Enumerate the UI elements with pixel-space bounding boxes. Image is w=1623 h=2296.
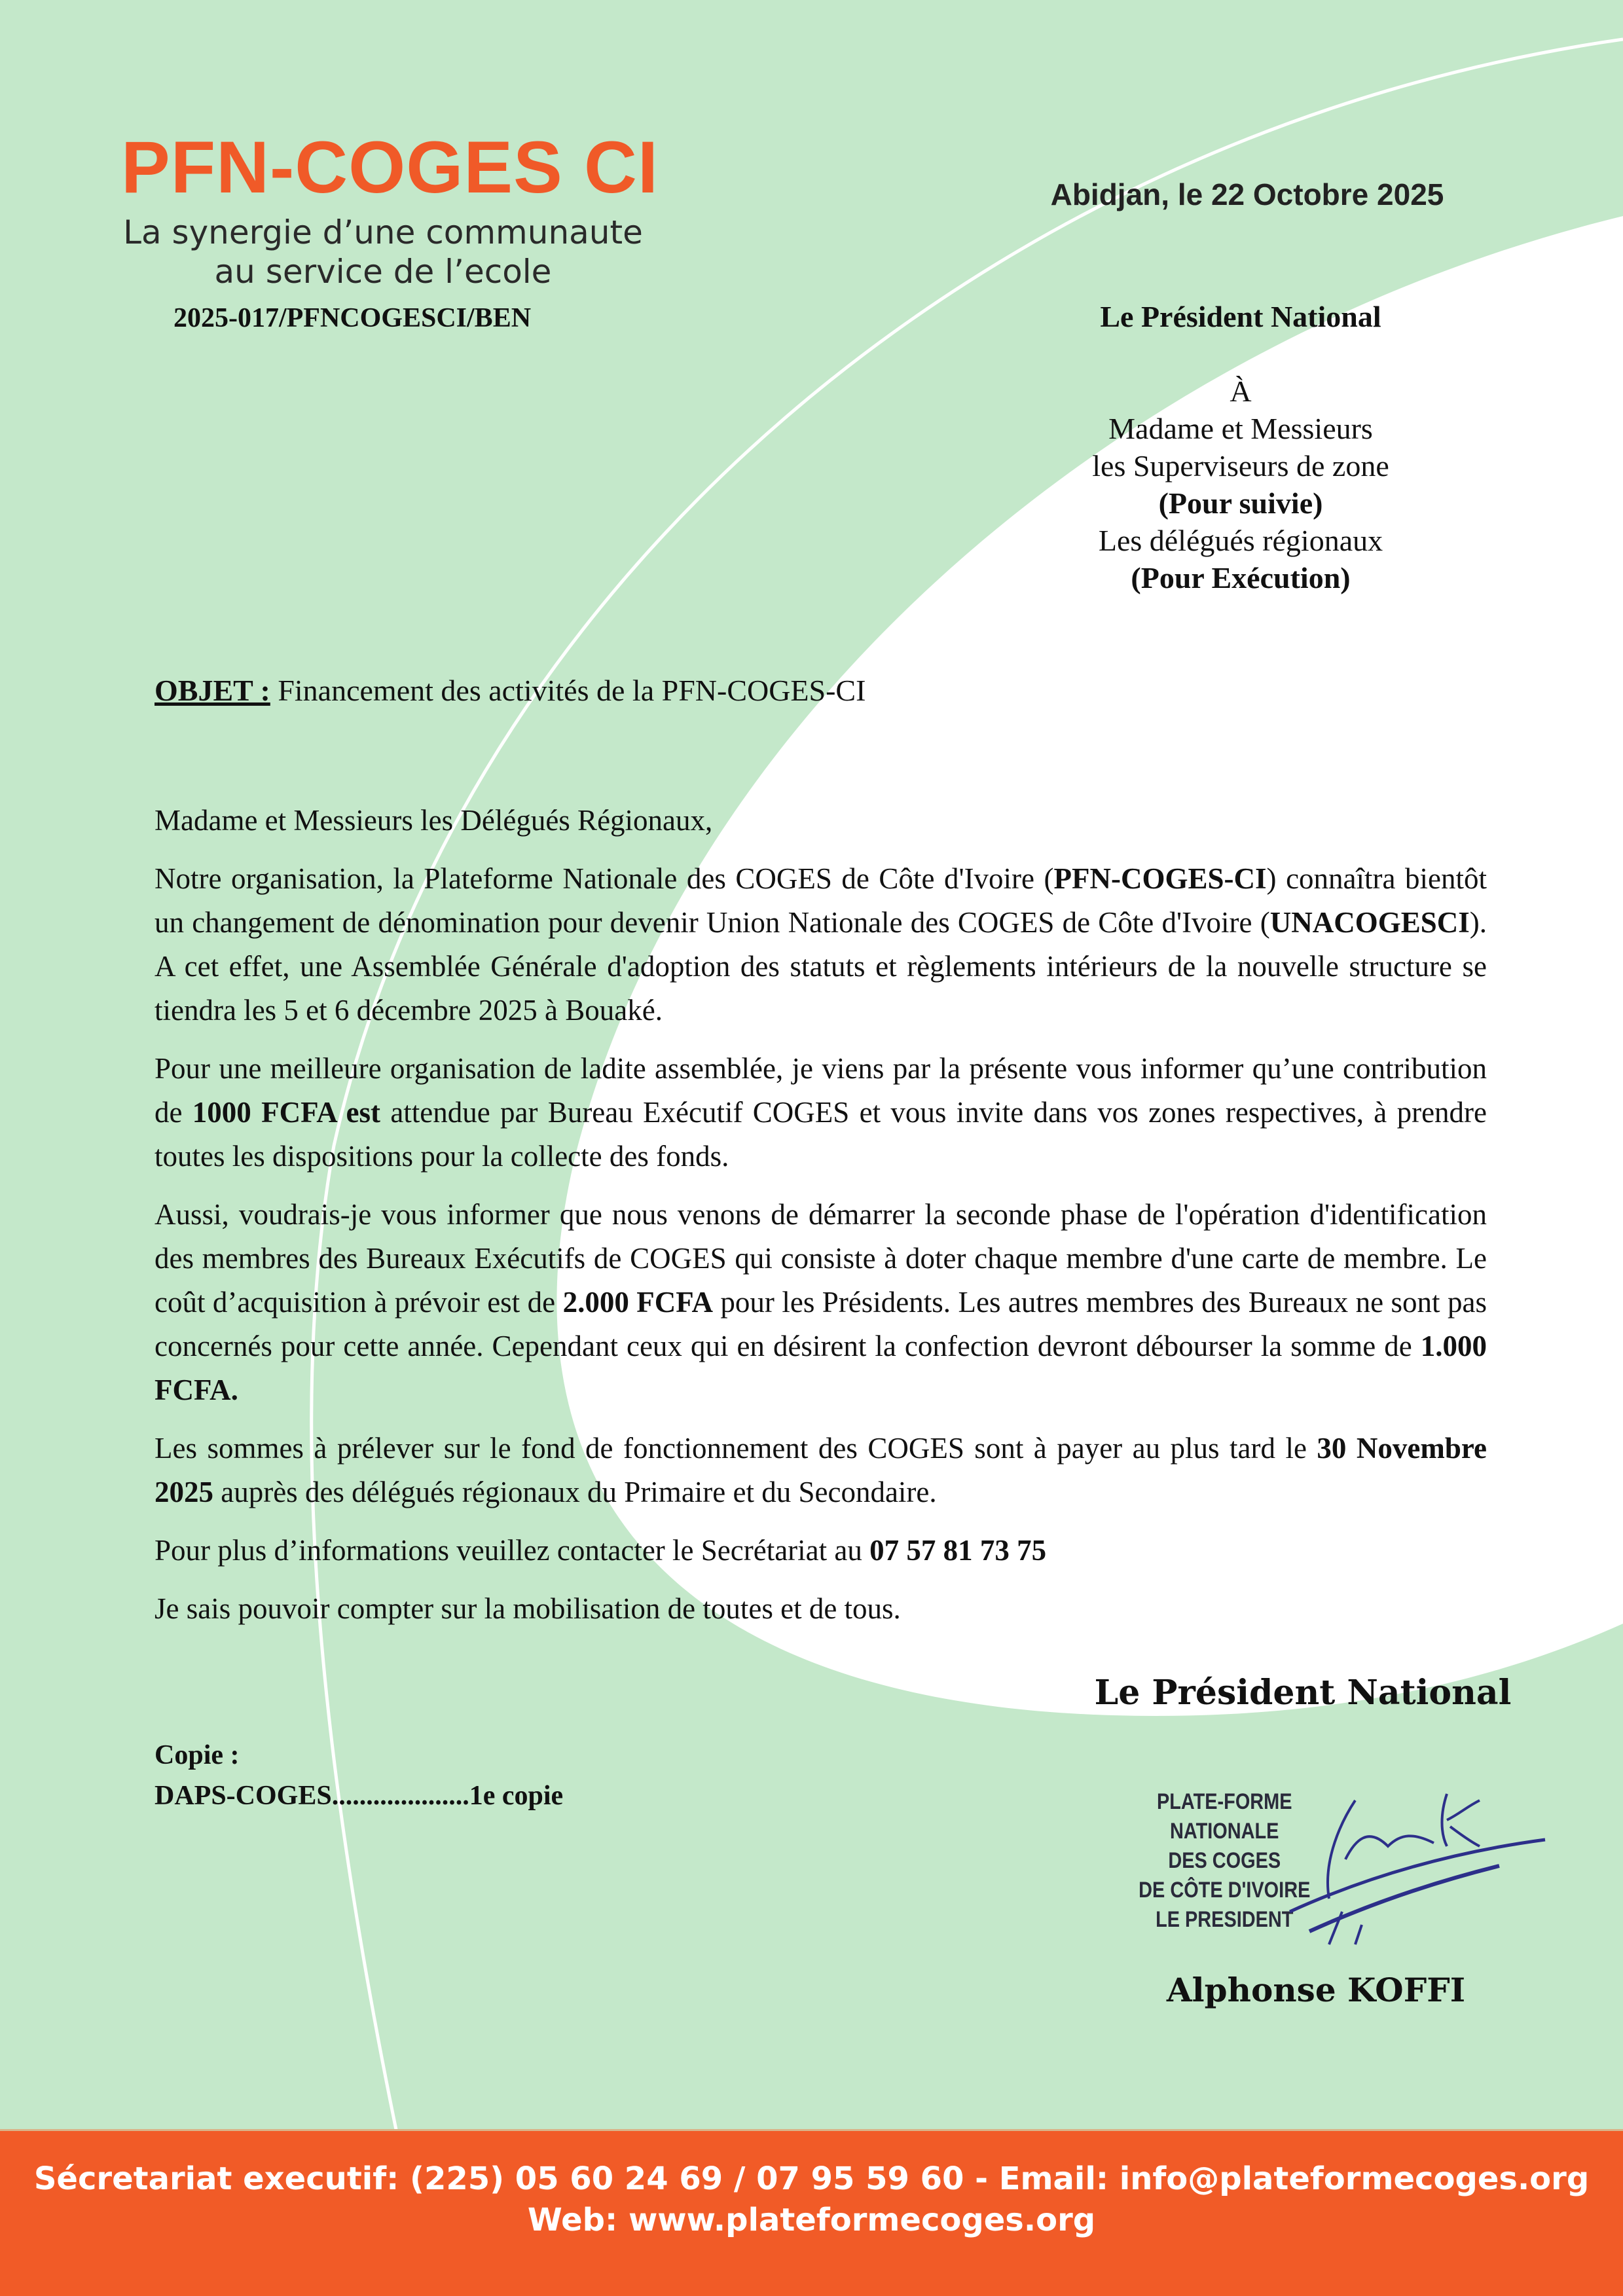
recipient-line-5: (Pour Exécution) xyxy=(1131,561,1351,594)
subject-line xyxy=(155,673,866,708)
footer-contact: Sécretariat executif: (225) 05 60 24 69 / 07 95 59 60 - Email: info@plateformecoges.org xyxy=(33,2160,1590,2197)
signature-title: Le Président National xyxy=(1094,1673,1512,1713)
recipient-line-3: (Pour suivie) xyxy=(1158,486,1323,520)
letter-date: Abidjan, le 22 Octobre 2025 xyxy=(1050,177,1444,211)
stamp-line-4: LE PRESIDENT xyxy=(1156,1907,1294,1932)
footer-bar xyxy=(0,2129,1623,2296)
footer-website: Web: www.plateformecoges.org xyxy=(527,2202,1096,2238)
p3-text-c: pour les Présidents. Les autres membres des Bureaux ne sont pas concernés pour cette année. Cependant ceux qui en désirent la confection devront débourser la somme de xyxy=(155,1286,1487,1362)
p1-text-e: ). A cet effet, une Assemblée Générale d'adoption des statuts et règlements intérieurs de la nouvelle structure se tiendra les 5 et 6 décembre 2025 à Bouaké. xyxy=(155,906,1487,1027)
subject-label: OBJET : xyxy=(155,674,270,707)
letter-body xyxy=(155,799,1487,1645)
p1-bold-d: UNACOGESCI xyxy=(1269,906,1470,939)
stamp-line-2: DES COGES xyxy=(1168,1848,1281,1873)
p2-bold-b: 1000 FCFA est xyxy=(192,1096,381,1129)
paragraph-6: Je sais pouvoir compter sur la mobilisation de toutes et de tous. xyxy=(155,1592,901,1625)
recipient-block xyxy=(1015,298,1467,596)
p1-text-c: ) connaîtra bientôt un changement de dénomination pour devenir Union Nationale des COGES de Côte d'Ivoire ( xyxy=(155,862,1487,939)
p5-bold-phone: 07 57 81 73 75 xyxy=(869,1534,1047,1567)
copy-list xyxy=(155,1735,563,1816)
recipient-line-2: les Superviseurs de zone xyxy=(1092,449,1389,483)
p4-text-c: auprès des délégués régionaux du Primaire et du Secondaire. xyxy=(213,1476,937,1508)
p3-bold-d: 1.000 FCFA. xyxy=(155,1330,1487,1406)
paragraph-3 xyxy=(155,1193,1487,1412)
p5-text-a: Pour plus d’informations veuillez contacter le Secrétariat au xyxy=(155,1534,870,1567)
p2-text-a: Pour une meilleure organisation de ladite assemblée, je viens par la présente vous informer qu’une contribution de xyxy=(155,1052,1487,1129)
paragraph-5 xyxy=(155,1529,1487,1573)
handwritten-signature-icon xyxy=(1283,1781,1558,1951)
logo-tagline xyxy=(121,213,645,291)
salutation: Madame et Messieurs les Délégués Régionaux, xyxy=(155,804,713,837)
tagline-line-1: La synergie d’une communaute xyxy=(123,213,643,251)
p2-text-c: attendue par Bureau Exécutif COGES et vous invite dans vos zones respectives, à prendre toutes les dispositions pour la collecte des fonds. xyxy=(155,1096,1487,1173)
copy-label: Copie : xyxy=(155,1740,240,1770)
stamp-line-3: DE CÔTE D'IVOIRE xyxy=(1139,1878,1311,1903)
stamp-line-1: PLATE-FORME NATIONALE xyxy=(1156,1789,1292,1844)
p1-text-a: Notre organisation, la Plateforme Nationale des COGES de Côte d'Ivoire ( xyxy=(155,862,1054,895)
p1-bold-b: PFN-COGES-CI xyxy=(1053,862,1267,895)
paragraph-1 xyxy=(155,857,1487,1032)
recipient-line-1: Madame et Messieurs xyxy=(1108,412,1373,445)
tagline-line-2: au service de l’ecole xyxy=(214,253,552,291)
signatory-name: Alphonse KOFFI xyxy=(1166,1971,1466,2009)
p4-text-a: Les sommes à prélever sur le fond de fonctionnement des COGES sont à payer au plus tard le xyxy=(155,1432,1317,1465)
logo-title: PFN-COGES CI xyxy=(121,126,659,208)
subject-text: Financement des activités de la PFN-COGES-CI xyxy=(270,674,866,707)
sender-title: Le Président National xyxy=(1100,300,1381,333)
copy-entry: DAPS-COGES....................1e copie xyxy=(155,1781,564,1811)
p3-bold-b: 2.000 FCFA xyxy=(562,1286,713,1319)
recipient-to: À xyxy=(1230,374,1252,408)
p4-bold-b: 30 Novembre 2025 xyxy=(155,1432,1487,1508)
paragraph-4 xyxy=(155,1427,1487,1514)
p3-text-a: Aussi, voudrais-je vous informer que nous venons de démarrer la seconde phase de l'opération d'identification des membres des Bureaux Exécutifs de COGES qui consiste à doter chaque membre d'une carte de membre. Le coût d’acquisition à prévoir est de xyxy=(155,1198,1487,1319)
recipient-line-4: Les délégués régionaux xyxy=(1098,524,1383,557)
paragraph-2 xyxy=(155,1047,1487,1178)
reference-number: 2025-017/PFNCOGESCI/BEN xyxy=(173,303,532,333)
